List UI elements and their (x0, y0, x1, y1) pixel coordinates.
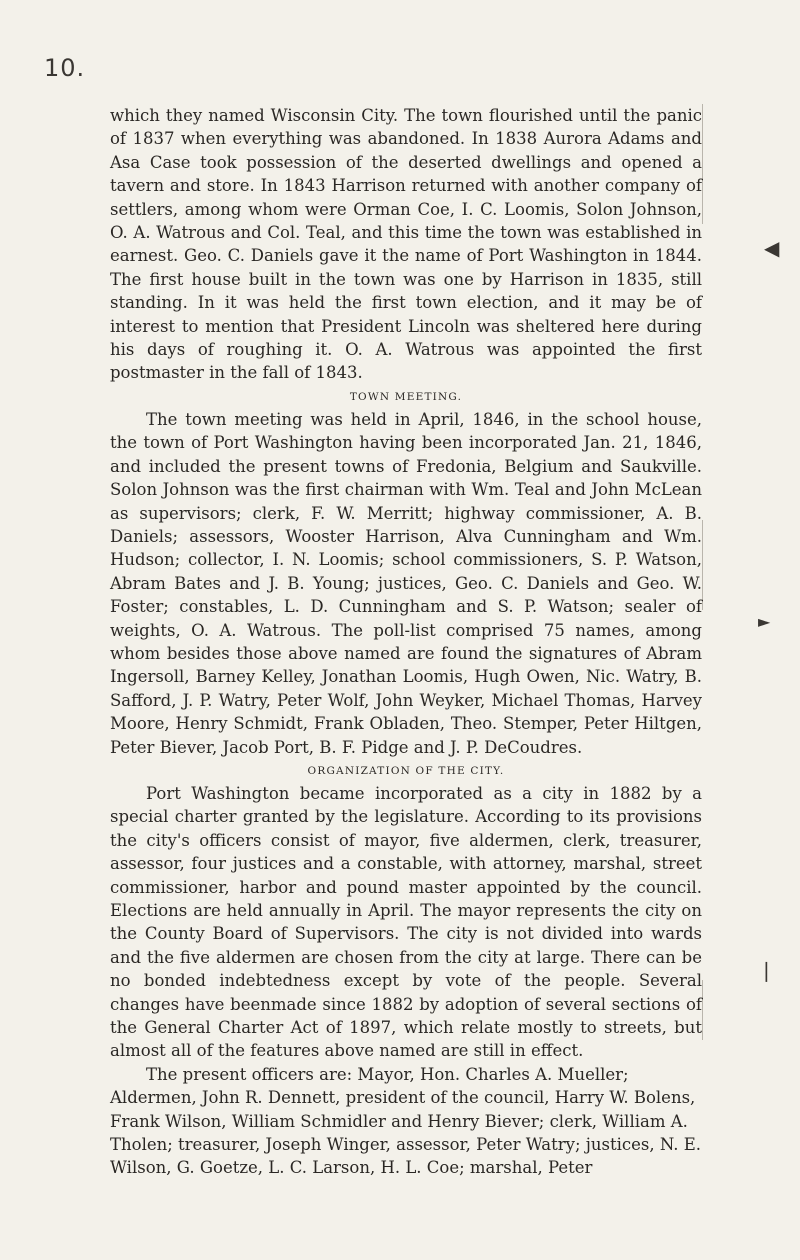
heading-town-meeting: TOWN MEETING. (349, 390, 463, 403)
heading-organization: ORGANIZATION OF THE CITY. (307, 764, 505, 777)
paragraph-settlement: which they named Wisconsin City. The town flourished until the panic of 1837 when everything was abandoned. In 1838 Aurora Adams and Asa Case took possession of the deserted dwellings and opened a tavern and store. In 1843 Harrison returned with another company of settlers, among whom were Orman Coe, I. C. Loomis, Solon Johnson, O. A. Watrous and Col. Teal, and this time the town was established in earnest. Geo. C. Daniels gave it the name of Port Washington in 1844. The first house built in the town was one by Harrison in 1835, still standing. In it was held the first town election, and it may be of interest to mention that President Lincoln was sheltered here during his days of roughing it. O. A. Watrous was appointed the first postmaster in the fall of 1843. (110, 106, 702, 383)
paragraph-organization: Port Washington became incorporated as a city in 1882 by a special charter granted by the legislature. According to its provisions the city's officers consist of mayor, five aldermen, clerk, treasurer, assessor, four justices and a constable, with attorney, marshal, street commissioner, harbor and pound master appointed by the council. Elections are held annually in April. The mayor represents the city on the County Board of Supervisors. The city is not divided into wards and the five aldermen are chosen from the city at large. There can be no bonded indebtedness except by vote of the people. Several changes have beenmade since 1882 by adoption of several sections of the General Charter Act of 1897, which relate mostly to streets, but almost all of the features above named are still in effect. (110, 783, 702, 1061)
page-number: 10. (44, 54, 86, 82)
margin-rule (702, 104, 703, 224)
paragraph-officers: The present officers are: Mayor, Hon. Charles A. Mueller; Aldermen, John R. Dennett, president of the council, Harry W. Bolens, Frank Wilson, William Schmidler and Henry Biever; clerk, William A. Tholen; treasurer, Joseph Winger, assessor, Peter Watry; justices, N. E. Wilson, G. Goetze, L. C. Larson, H. L. Coe; marshal, Peter (110, 1064, 702, 1178)
margin-mark-tick: ❘ (758, 958, 775, 982)
margin-mark-arrow: ► (758, 612, 771, 631)
margin-rule (702, 980, 703, 1040)
margin-rule (702, 520, 703, 610)
body-text (110, 104, 702, 1180)
margin-mark-arrow: ◀ (764, 236, 780, 260)
paragraph-town-meeting: The town meeting was held in April, 1846, in the school house, the town of Port Washington having been incorporated Jan. 21, 1846, and included the present towns of Fredonia, Belgium and Saukville. Solon Johnson was the first chairman with Wm. Teal and John McLean as supervisors; clerk, F. W. Merritt; highway commissioner, A. B. Daniels; assessors, Wooster Harrison, Alva Cunningham and Wm. Hudson; collector, I. N. Loomis; school commissioners, S. P. Watson, Abram Bates and J. B. Young; justices, Geo. C. Daniels and Geo. W. Foster; constables, L. D. Cunningham and S. P. Watson; sealer of weights, O. A. Watrous. The poll-list comprised 75 names, among whom besides those above named are found the signatures of Abram Ingersoll, Barney Kelley, Jonathan Loomis, Hugh Owen, Nic. Watry, B. Safford, J. P. Watry, Peter Wolf, John Weyker, Michael Thomas, Harvey Moore, Henry Schmidt, Frank Obladen, Theo. Stemper, Peter Hiltgen, Peter Biever, Jacob Port, B. F. Pidge and J. P. DeCoudres. (110, 409, 702, 757)
